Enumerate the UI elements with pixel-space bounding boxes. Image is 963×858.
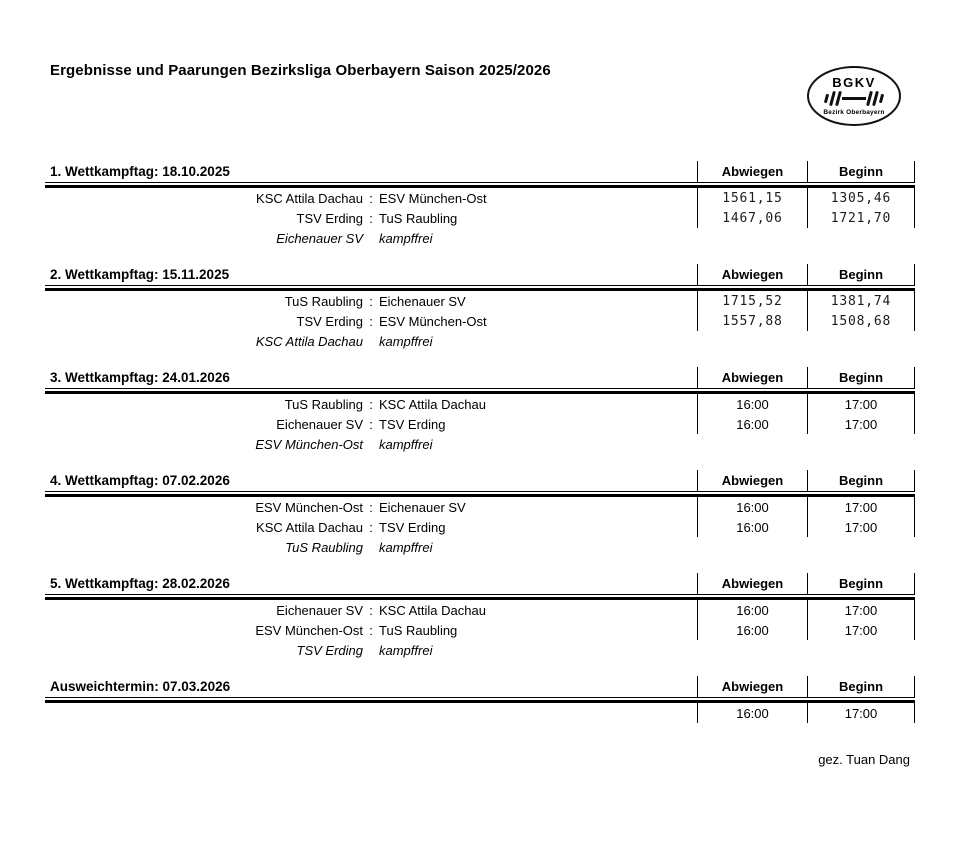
column-header-abwiegen: Abwiegen [697, 573, 807, 594]
home-team: ESV München-Ost [255, 622, 363, 638]
barbell-icon [824, 90, 885, 108]
home-team: TSV Erding [296, 313, 363, 329]
away-team: ESV München-Ost [379, 313, 487, 329]
section-title: Ausweichtermin: 07.03.2026 [50, 679, 231, 694]
away-team: KSC Attila Dachau [379, 602, 486, 618]
bye-row [45, 537, 915, 557]
section-title: 4. Wettkampftag: 07.02.2026 [50, 473, 230, 488]
home-team: TuS Raubling [284, 293, 363, 309]
away-team: KSC Attila Dachau [379, 396, 486, 412]
abwiegen-time: 16:00 [697, 620, 807, 640]
page-title: Ergebnisse und Paarungen Bezirksliga Oberbayern Saison 2025/2026 [50, 62, 551, 79]
away-team: TSV Erding [379, 519, 446, 535]
away-team: Eichenauer SV [379, 293, 466, 309]
column-header-beginn: Beginn [807, 367, 915, 388]
match-row [45, 394, 915, 414]
column-header-beginn: Beginn [807, 161, 915, 182]
home-team: TSV Erding [296, 210, 363, 226]
versus-separator: : [369, 519, 373, 535]
match-row [45, 188, 915, 208]
section-wettkampftag-2 [45, 264, 915, 351]
bye-label: kampffrei [379, 333, 433, 349]
logo-region-label: Bezirk Oberbayern [823, 108, 885, 116]
column-header-beginn: Beginn [807, 264, 915, 285]
versus-separator: : [369, 622, 373, 638]
section-title: 1. Wettkampftag: 18.10.2025 [50, 164, 230, 179]
column-header-abwiegen: Abwiegen [697, 367, 807, 388]
section-ausweichtermin [45, 676, 915, 723]
bye-label: kampffrei [379, 642, 433, 658]
section-header-row [45, 264, 915, 285]
section-wettkampftag-1 [45, 161, 915, 248]
away-team: ESV München-Ost [379, 190, 487, 206]
versus-separator: : [369, 210, 373, 226]
home-team: TuS Raubling [284, 396, 363, 412]
match-row [45, 414, 915, 434]
match-row [45, 208, 915, 228]
beginn-time: 17:00 [807, 517, 915, 537]
section-title: 2. Wettkampftag: 15.11.2025 [50, 267, 230, 282]
beginn-time: 17:00 [807, 394, 915, 414]
schedule-content [45, 161, 915, 739]
versus-separator: : [369, 396, 373, 412]
section-header-row [45, 161, 915, 182]
away-team: TSV Erding [379, 416, 446, 432]
home-team: Eichenauer SV [276, 602, 363, 618]
match-row [45, 517, 915, 537]
away-team: Eichenauer SV [379, 499, 466, 515]
column-header-abwiegen: Abwiegen [697, 264, 807, 285]
column-header-abwiegen: Abwiegen [697, 161, 807, 182]
match-row [45, 497, 915, 517]
abwiegen-time: 16:00 [697, 600, 807, 620]
section-title: 5. Wettkampftag: 28.02.2026 [50, 576, 230, 591]
section-wettkampftag-5 [45, 573, 915, 660]
away-team: TuS Raubling [379, 622, 458, 638]
bye-row [45, 331, 915, 351]
section-header-row [45, 676, 915, 697]
home-team: KSC Attila Dachau [256, 519, 363, 535]
abwiegen-value: 1557,88 [697, 311, 807, 331]
abwiegen-value: 1715,52 [697, 291, 807, 311]
beginn-value: 1508,68 [807, 311, 915, 331]
bye-team: TSV Erding [296, 642, 363, 658]
versus-separator: : [369, 416, 373, 432]
section-header-row [45, 573, 915, 594]
section-title: 3. Wettkampftag: 24.01.2026 [50, 370, 230, 385]
versus-separator: : [369, 602, 373, 618]
bye-team: TuS Raubling [285, 539, 363, 555]
column-header-abwiegen: Abwiegen [697, 470, 807, 491]
beginn-time: 17:00 [807, 703, 915, 723]
versus-separator: : [369, 190, 373, 206]
bye-team: ESV München-Ost [255, 436, 363, 452]
bye-team: Eichenauer SV [276, 230, 363, 246]
abwiegen-value: 1467,06 [697, 208, 807, 228]
column-header-beginn: Beginn [807, 573, 915, 594]
versus-separator: : [369, 293, 373, 309]
match-row [45, 291, 915, 311]
logo-acronym: BGKV [832, 74, 876, 90]
beginn-time: 17:00 [807, 497, 915, 517]
abwiegen-time: 16:00 [697, 394, 807, 414]
match-row [45, 311, 915, 331]
column-header-beginn: Beginn [807, 470, 915, 491]
away-team: TuS Raubling [379, 210, 458, 226]
section-wettkampftag-3 [45, 367, 915, 454]
beginn-value: 1721,70 [807, 208, 915, 228]
bye-label: kampffrei [379, 230, 433, 246]
beginn-time: 17:00 [807, 414, 915, 434]
section-header-row [45, 367, 915, 388]
bye-label: kampffrei [379, 436, 433, 452]
beginn-value: 1305,46 [807, 188, 915, 208]
bye-label: kampffrei [379, 539, 433, 555]
time-row [45, 703, 915, 723]
section-wettkampftag-4 [45, 470, 915, 557]
abwiegen-value: 1561,15 [697, 188, 807, 208]
home-team: ESV München-Ost [255, 499, 363, 515]
home-team: Eichenauer SV [276, 416, 363, 432]
abwiegen-time: 16:00 [697, 703, 807, 723]
bye-row [45, 640, 915, 660]
section-header-row [45, 470, 915, 491]
abwiegen-time: 16:00 [697, 414, 807, 434]
beginn-time: 17:00 [807, 600, 915, 620]
match-row [45, 620, 915, 640]
column-header-beginn: Beginn [807, 676, 915, 697]
bye-row [45, 434, 915, 454]
match-row [45, 600, 915, 620]
column-header-abwiegen: Abwiegen [697, 676, 807, 697]
abwiegen-time: 16:00 [697, 497, 807, 517]
bgkv-logo [807, 66, 901, 126]
bye-team: KSC Attila Dachau [255, 333, 363, 349]
beginn-time: 17:00 [807, 620, 915, 640]
abwiegen-time: 16:00 [697, 517, 807, 537]
beginn-value: 1381,74 [807, 291, 915, 311]
versus-separator: : [369, 499, 373, 515]
home-team: KSC Attila Dachau [256, 190, 363, 206]
signature: gez. Tuan Dang [818, 752, 910, 767]
versus-separator: : [369, 313, 373, 329]
bye-row [45, 228, 915, 248]
